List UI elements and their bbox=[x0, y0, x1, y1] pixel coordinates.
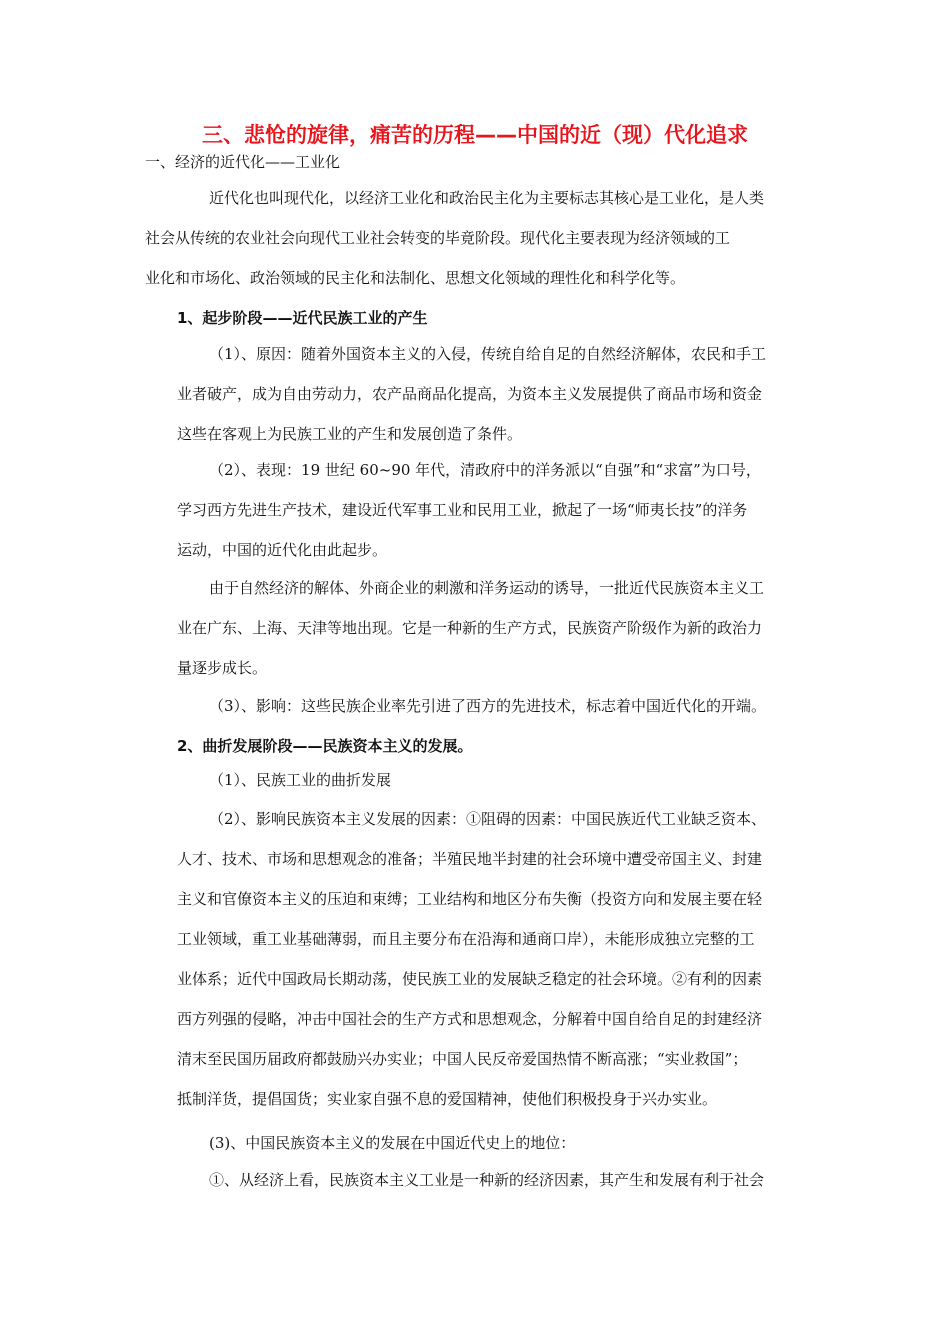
cause-paragraph bbox=[145, 334, 807, 454]
section-heading: 一、经济的近代化——工业化 bbox=[145, 153, 341, 171]
text-line: （1）、民族工业的曲折发展 bbox=[209, 771, 392, 789]
text-line: 学习西方先进生产技术，建设近代军事工业和民用工业，掀起了一场“师夷长技”的洋务 bbox=[177, 501, 748, 519]
text-line: （3）、影响：这些民族企业率先引进了西方的先进技术，标志着中国近代化的开端。 bbox=[209, 697, 767, 715]
text-line: （2）、影响民族资本主义发展的因素：①阻碍的因素：中国民族近代工业缺乏资本、 bbox=[209, 810, 767, 828]
text-line: 工业领域，重工业基础薄弱，而且主要分布在沿海和通商口岸），未能形成独立完整的工 bbox=[177, 930, 755, 948]
subheading-1: 1、起步阶段——近代民族工业的产生 bbox=[177, 309, 428, 327]
text-line: 主义和官僚资本主义的压迫和束缚；工业结构和地区分布失衡（投资方向和发展主要在轻 bbox=[177, 890, 763, 908]
text-line: 西方列强的侵略，冲击中国社会的生产方式和思想观念，分解着中国自给自足的封建经济 bbox=[177, 1010, 763, 1028]
text-line: 业体系；近代中国政局长期动荡，使民族工业的发展缺乏稳定的社会环境。②有利的因素 bbox=[177, 970, 763, 988]
text-line: 抵制洋货，提倡国货；实业家自强不息的爱国精神，使他们积极投身于兴办实业。 bbox=[177, 1090, 718, 1108]
text-line: 人才、技术、市场和思想观念的准备；半殖民地半封建的社会环境中遭受帝国主义、封建 bbox=[177, 850, 763, 868]
zigzag-paragraph bbox=[145, 760, 807, 800]
factors-paragraph bbox=[145, 799, 807, 1119]
text-line: 近代化也叫现代化，以经济工业化和政治民主化为主要标志其核心是工业化，是人类 bbox=[209, 189, 765, 207]
text-line: 由于自然经济的解体、外商企业的刺激和洋务运动的诱导，一批近代民族资本主义工 bbox=[209, 579, 765, 597]
text-line: （1）、原因：随着外国资本主义的入侵，传统自给自足的自然经济解体，农民和手工 bbox=[209, 345, 767, 363]
text-line: 业化和市场化、政治领域的民主化和法制化、思想文化领域的理性化和科学化等。 bbox=[145, 269, 686, 287]
manifestation-paragraph bbox=[145, 450, 807, 570]
text-line: 清末至民国历届政府都鼓励兴办实业；中国人民反帝爱国热情不断高涨；“实业救国”； bbox=[177, 1050, 748, 1068]
text-line: (3)、中国民族资本主义的发展在中国近代史上的地位： bbox=[209, 1134, 576, 1152]
text-line: 业者破产，成为自由劳动力，农产品商品化提高，为资本主义发展提供了商品市场和资金 bbox=[177, 385, 763, 403]
text-line: 业在广东、上海、天津等地出现。它是一种新的生产方式，民族资产阶级作为新的政治力 bbox=[177, 619, 763, 637]
emergence-paragraph bbox=[145, 568, 807, 688]
text-line: 这些在客观上为民族工业的产生和发展创造了条件。 bbox=[177, 425, 523, 443]
text-line: 运动，中国的近代化由此起步。 bbox=[177, 541, 388, 559]
page-title: 三、悲怆的旋律，痛苦的历程——中国的近（现）代化追求 bbox=[202, 123, 748, 147]
intro-paragraph bbox=[145, 178, 807, 298]
effect-paragraph bbox=[145, 686, 807, 726]
text-line: （2）、表现：19 世纪 60~90 年代，清政府中的洋务派以“自强”和“求富”为口号， bbox=[209, 461, 761, 479]
text-line: 量逐步成长。 bbox=[177, 659, 268, 677]
text-line: 社会从传统的农业社会向现代工业社会转变的毕竟阶段。现代化主要表现为经济领域的工 bbox=[145, 229, 731, 247]
text-line: ①、从经济上看，民族资本主义工业是一种新的经济因素，其产生和发展有利于社会 bbox=[209, 1171, 765, 1189]
status-paragraph bbox=[145, 1123, 807, 1163]
economy-paragraph bbox=[145, 1160, 807, 1200]
subheading-2: 2、曲折发展阶段——民族资本主义的发展。 bbox=[177, 737, 473, 755]
